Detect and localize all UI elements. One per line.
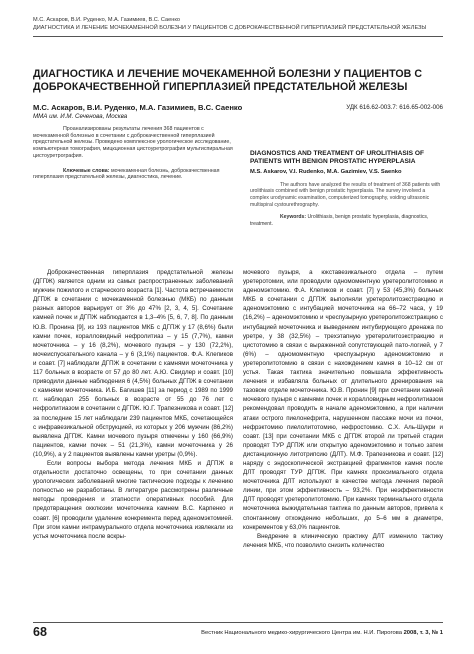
- english-keywords: [250, 214, 443, 227]
- header-rule: [33, 36, 443, 37]
- article-title: ДИАГНОСТИКА И ЛЕЧЕНИЕ МОЧЕКАМЕННОЙ БОЛЕЗНИ У ПАЦИЕНТОВ С ДОБРОКАЧЕСТВЕННОЙ ГИПЕРПЛАЗИЕЙ ПРЕДСТАТЕЛЬНОЙ ЖЕЛЕЗЫ: [33, 68, 423, 93]
- english-authors: M.S. Askarov, V.I. Rudenko, M.A. Gazimiev, V.S. Saenko: [250, 169, 402, 176]
- abstract-ru: [33, 126, 238, 181]
- keywords-en-text: Urolithiasis, benign prostatic hyperplasia, diagnostics, treatment.: [250, 214, 429, 227]
- footer-rule: [33, 622, 443, 623]
- abstract-ru-keywords: [33, 168, 238, 181]
- journal-issue: 2008, т. 3, № 1: [403, 630, 443, 636]
- running-header-title: ДИАГНОСТИКА И ЛЕЧЕНИЕ МОЧЕКАМЕННОЙ БОЛЕЗНИ У ПАЦИЕНТОВ С ДОБРОКАЧЕСТВЕННОЙ ГИПЕРПЛАЗИЕЙ ПРЕДСТАТЕЛЬНОЙ ЖЕЛЕЗЫ: [33, 24, 427, 31]
- english-title: DIAGNOSTICS AND TREATMENT OF UROLITHIASIS OF PATIENTS WITH BENIGN PROSTATIC HYPERPLASIA: [250, 150, 424, 166]
- running-header-authors: М.С. Аскаров, В.И. Руденко, М.А. Газимиев, В.С. Саенко: [33, 17, 180, 23]
- keywords-en-label: Keywords:: [280, 214, 307, 221]
- keywords-ru-label: Ключевые слова:: [63, 167, 110, 174]
- running-header: [33, 17, 443, 32]
- abstract-ru-text: Проанализированы результаты лечения 368 пациентов с мочекаменной болезнью в сочетании с доброкачественной гиперплазией предстательной железы. Проведено комплексное урологическое исследование, компьютерная томография, мицкционная цистоуретрография мультиспиральная цистоуретрография.: [33, 126, 233, 159]
- page-number: 68: [33, 625, 47, 639]
- body-paragraph: Если вопросы выбора метода лечения МКБ и ДГПЖ в отдельности достаточно освещены, то при сочетании данных урологических заболеваний многие тактические подходы к лечению полностью не разработаны. В литературе рассмотрены различные методы проведения и этапности оперативных пособий. Для предотвращения окклюзии мочеточника камнем В.С. Карпенко и соавт. [6] проводили удаление конкремента перед аденомэктомией. При этом камни интрамурального отдела мочеточника извлекали из устья мочеточника после вскры-: [33, 459, 233, 540]
- keywords-ru-text: мочекаменная болезнь, доброкачественная гиперплазия предстательной железы, диагностика, лечение.: [33, 167, 220, 181]
- body-column-right: [243, 268, 443, 550]
- page-footer: [33, 624, 443, 642]
- abstract-en: [250, 150, 443, 227]
- english-abstract-text: The authors have analyzed the results of treatment of 368 patients with urolithiasis combined with benign prostatic hyperplasia. The survey involved a complex urodynamic examination, computerized tomography, voiding ultrasonic multispiral cystourethrography.: [250, 181, 441, 208]
- article-authors: М.С. Аскаров, В.И. Руденко, М.А. Газимиев, В.С. Саенко: [33, 103, 243, 112]
- body-paragraph: мочевого пузыря, а юкставезикального отдела – путем уретеротомии, или проводили одномоментную уретеролитотомию и аденомэктомию. Ф.А. Клепиков и соавт. [7] у 53 (45,3%) больных МКБ в сочетании с ДГПЖ выполняли уретеролитоэкстракцию и аденомэктомию с интубацией мочеточника на 66–72 часа, у 19 (16,2%) – аденомэктомию и чреспузырную уретеролитоэкстракцию с интубацией мочеточника и выведением интубирующего дренажа по уретре, у 38 (32,5%) – трехэтапную уретеролитоэкстракцию и цистотомию в связи с выраженной сопутствующей пато-логией, у 7 (6%) – одномоментную чреспузырную аденомэктомию и уретеролитотомию в связи с нахождением камня в 10–12 см от устья. Такая тактика значительно повышала эффективность лечения и избавляла больных от длительного дренирования на тазовом отделе мочеточника. Ю.В. Пронин [9] при сочетании камней мочевого пузыря с камнями почек и коралловидным нефролитиазом рекомендовал проводить в начале аденомэктомию, а при наличии атаки острого пиелонефрита, нарушенном пассаже мочи из почки, нефрэктомию пиелолитотомию, нефростомию. С.Х. Аль-Шукри и соавт. [13] при сочетании МКБ с ДГПЖ второй ли третьей стадии проводят ТУР ДГПЖ или открытую аденомэктомию и только затем дистанционную литотрипсию (ДЛТ). М.Ф. Трапезникова и соавт. [12] наряду с эндоскопической экстракцией фрагментов камня после ДЛТ проводят ТУР ДГПЖ. При камнях проксимального отдела мочеточника ДЛТ используют в качестве метода лечения первой линии, при этом эффективность – 93,2%. При неэффективности ДЛТ проводят уретеролитотомию. При камнях терминального отдела мочеточника выжидательная тактика по данным авторов, привела к спонтанному отхождению небольших, до 5–6 мм в диаметре, конкрементов у 63,0% пациентов.: [243, 269, 444, 531]
- udk-code: УДК 616.62-003.7: 616.65-002-006: [346, 104, 443, 111]
- journal-name: Вестник Национального медико-хирургического Центра им. Н.И. Пирогова: [201, 630, 402, 636]
- affiliation: ММА им. И.М. Сеченова, Москва: [33, 113, 128, 120]
- body-column-left: [33, 268, 233, 541]
- body-paragraph: Доброкачественная гиперплазия предстательной железы (ДГПЖ) является одним из самых распространенных заболеваний мужчин пожилого и старческого возраста [1]. Частота встречаемости ДГПЖ в сочетании с мочекаменной болезнью (МКБ) по данным разных авторов варьирует от 3% до 47% [2, 3, 4, 5]. Сочетание камней почек и ДГПЖ наблюдается в 1,3–4% [5, 6, 7, 8]. По данным Ю.В. Пронина [9], из 193 пациентов МКБ с ДГПЖ у 17 (8,6%) были камни почек, коралловидный нефролитиаз – у 15 (7,7%), камни мочеточника – у 16 (8,2%), мочевого пузыря – у 130 (72,2%), мочеиспускательного канала – у 6 (3,1%) пациентов. Ф.А. Клепиков и соавт. [7] наблюдали ДГПЖ в сочетании с камнями мочеточника у 117 больных в возрасте от 57 до 80 лет. А.Ю. Свидлер и соавт. [10] приводили данные наблюдения 6 (4,5%) больных ДГПЖ в сочетании с камнями мочеточника. И.Б. Багишев [11] за период с 1989 по 1999 гг. наблюдал 255 больных в возрасте от 55 до 76 лет с нефролитиазом в сочетании с ДГПЖ. Ю.Г. Трапезникова и соавт. [12] за последние 15 лет наблюдали 239 пациентов МКБ, сочетающейся с инфравезикальной обструкцией, из которых у 206 мужчин (86,2%) выявлена ДГПЖ. Камни мочевого пузыря отмечены у 160 (66,9%) пациентов, камни почек – 51 (21,3%), камни мочеточника у 26 (10,9%), а у 2 пациентов выявлены камни уретры (0,9%).: [33, 269, 233, 458]
- journal-citation: [201, 629, 443, 637]
- body-paragraph: Внедрение в клиническую практику ДЛТ изменило тактику лечения МКБ, что позволило снизить количество: [243, 532, 443, 549]
